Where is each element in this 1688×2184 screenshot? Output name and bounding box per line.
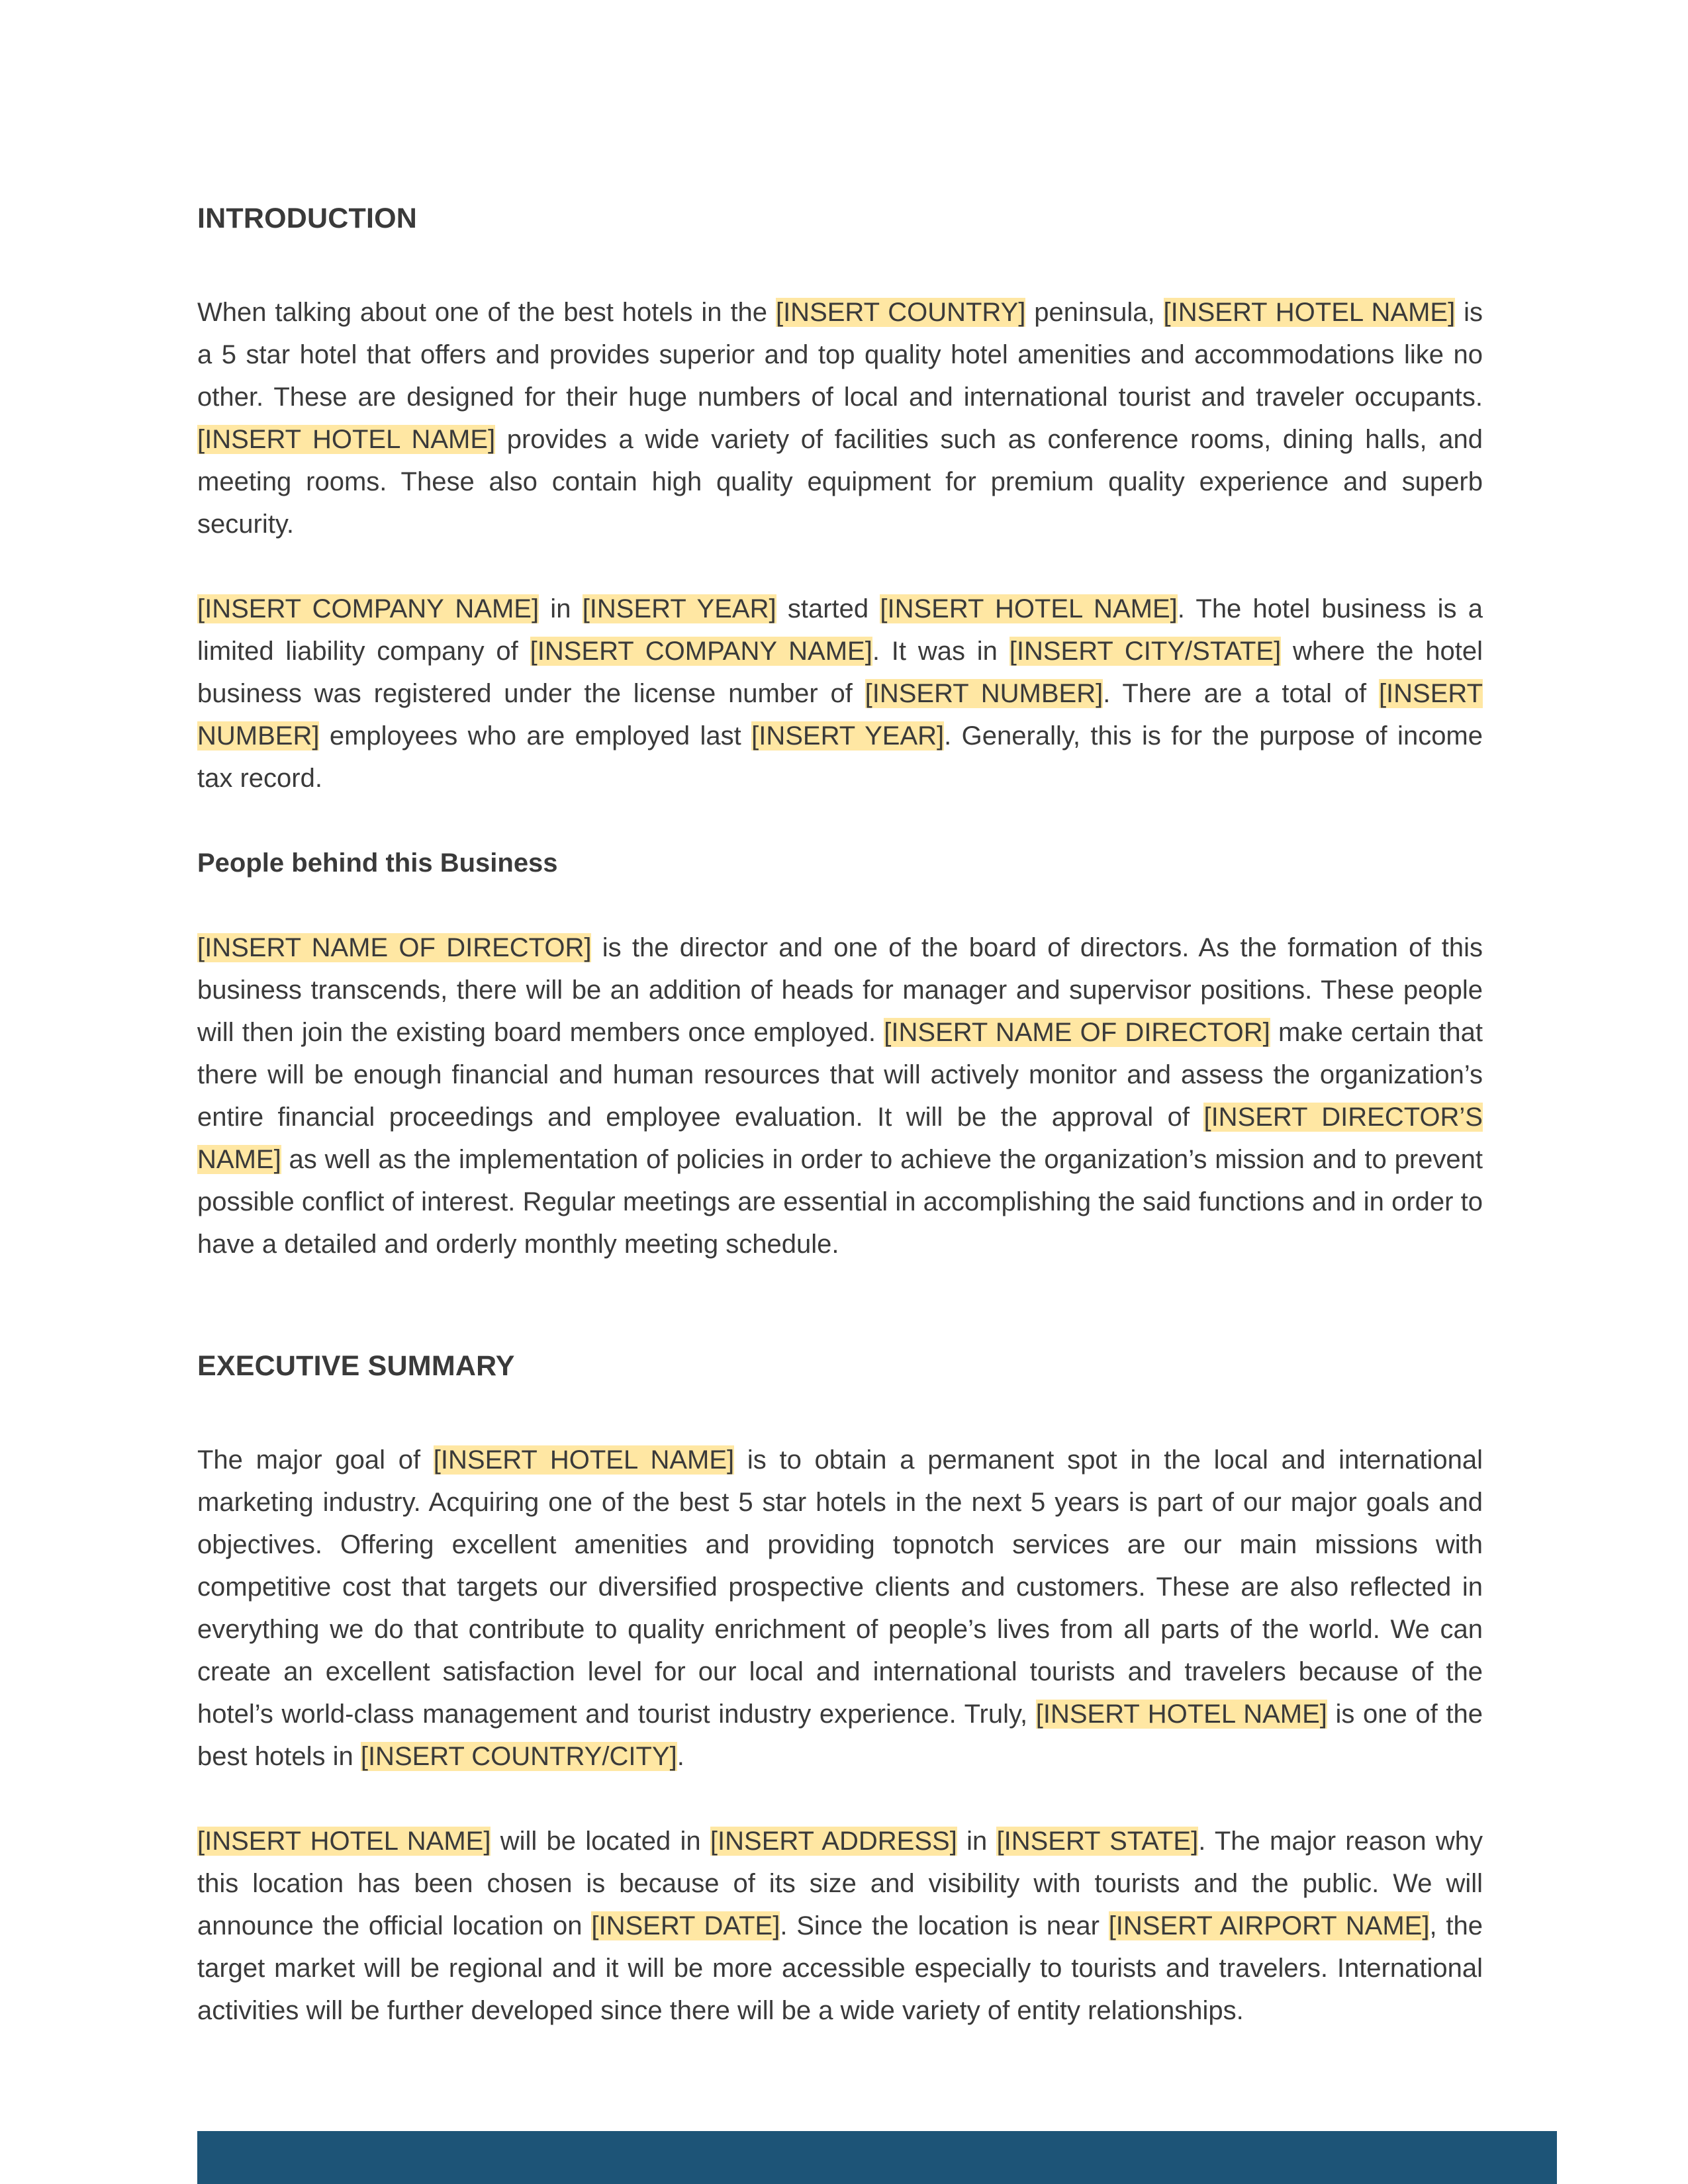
placeholder-field: [INSERT AIRPORT NAME]	[1108, 1911, 1430, 1940]
executive-summary-paragraph-1	[197, 1439, 1483, 1778]
text-run: . It was in	[872, 637, 1009, 666]
text-run: The major goal of	[197, 1445, 434, 1475]
document-page	[197, 192, 1483, 2032]
placeholder-field: [INSERT NUMBER]	[865, 679, 1103, 708]
text-run: , the target market will be regional and it will be more accessible especially to tourists and travelers. International activities will be further developed since there will be a wide variety of entity relationships.	[197, 1911, 1483, 2025]
text-run: where the hotel business was registered under the license number of	[197, 637, 1483, 708]
introduction-paragraph-1	[197, 291, 1483, 545]
text-run: employees who are employed last	[319, 721, 752, 751]
placeholder-field: [INSERT DIRECTOR’S NAME]	[197, 1103, 1483, 1174]
text-run: peninsula,	[1025, 298, 1164, 327]
text-run: will be located in	[491, 1827, 710, 1856]
introduction-paragraph-2	[197, 588, 1483, 799]
people-behind-business-heading: People behind this Business	[197, 848, 558, 878]
footer-bar	[197, 2131, 1557, 2184]
placeholder-field: [INSERT HOTEL NAME]	[433, 1445, 735, 1475]
placeholder-field: [INSERT YEAR]	[751, 721, 945, 751]
executive-summary-paragraph-2	[197, 1820, 1483, 2032]
text-run: started	[776, 594, 880, 623]
text-run: is one of the best hotels in	[197, 1700, 1483, 1771]
placeholder-field: [INSERT HOTEL NAME]	[1035, 1700, 1327, 1729]
text-run: . The major reason why this location has been chosen is because of its size and visibility with tourists and the public. We will announce the official location on	[197, 1827, 1483, 1940]
text-run: is a 5 star hotel that offers and provides superior and top quality hotel amenities and accommodations like no other. These are designed for their huge numbers of local and international tourist and traveler occupants.	[197, 298, 1483, 412]
text-run: .	[677, 1742, 684, 1771]
text-run: When talking about one of the best hotels in the	[197, 298, 776, 327]
placeholder-field: [INSERT ADDRESS]	[710, 1827, 957, 1856]
text-run: in	[957, 1827, 997, 1856]
placeholder-field: [INSERT STATE]	[996, 1827, 1199, 1856]
placeholder-field: [INSERT YEAR]	[582, 594, 776, 623]
placeholder-field: [INSERT NAME OF DIRECTOR]	[197, 933, 592, 962]
text-run: . Since the location is near	[780, 1911, 1109, 1940]
introduction-heading: INTRODUCTION	[197, 203, 418, 234]
text-run: is the director and one of the board of directors. As the formation of this business transcends, there will be an addition of heads for manager and supervisor positions. These people will then join the existing board members once employed.	[197, 933, 1483, 1047]
text-run: is to obtain a permanent spot in the local and international marketing industry. Acquiring one of the best 5 star hotels in the next 5 years is part of our major goals and objectives. Offering excellent amenities and providing topnotch services are our main missions with competitive cost that targets our diversified prospective clients and customers. These are also reflected in everything we do that contribute to quality enrichment of people’s lives from all parts of the world. We can create an excellent satisfaction level for our local and international tourists and travelers because of the hotel’s world-class management and tourist industry experience. Truly,	[197, 1445, 1483, 1729]
placeholder-field: [INSERT HOTEL NAME]	[197, 1827, 491, 1856]
placeholder-field: [INSERT NUMBER]	[197, 679, 1483, 751]
placeholder-field: [INSERT HOTEL NAME]	[880, 594, 1178, 623]
executive-summary-heading: EXECUTIVE SUMMARY	[197, 1350, 515, 1382]
text-run: . There are a total of	[1103, 679, 1379, 708]
placeholder-field: [INSERT DATE]	[591, 1911, 780, 1940]
placeholder-field: [INSERT CITY/STATE]	[1009, 637, 1282, 666]
placeholder-field: [INSERT COUNTRY/CITY]	[360, 1742, 677, 1771]
text-run: . The hotel business is a limited liability company of	[197, 594, 1483, 666]
text-run: provides a wide variety of facilities such as conference rooms, dining halls, and meeting rooms. These also contain high quality equipment for premium quality experience and superb security.	[197, 425, 1483, 539]
placeholder-field: [INSERT COMPANY NAME]	[197, 594, 539, 623]
introduction-paragraph-3	[197, 927, 1483, 1265]
placeholder-field: [INSERT COUNTRY]	[775, 298, 1026, 327]
placeholder-field: [INSERT HOTEL NAME]	[197, 425, 496, 454]
text-run: in	[539, 594, 583, 623]
text-run: as well as the implementation of policies in order to achieve the organization’s mission and to prevent possible conflict of interest. Regular meetings are essential in accomplishing the said functions and in order to have a detailed and orderly monthly meeting schedule.	[197, 1145, 1483, 1259]
placeholder-field: [INSERT HOTEL NAME]	[1163, 298, 1456, 327]
text-run: . Generally, this is for the purpose of income tax record.	[197, 721, 1483, 793]
text-run: make certain that there will be enough financial and human resources that will actively monitor and assess the organization’s entire financial proceedings and employee evaluation. It will be the approval of	[197, 1018, 1483, 1132]
placeholder-field: [INSERT COMPANY NAME]	[530, 637, 872, 666]
placeholder-field: [INSERT NAME OF DIRECTOR]	[884, 1018, 1270, 1047]
